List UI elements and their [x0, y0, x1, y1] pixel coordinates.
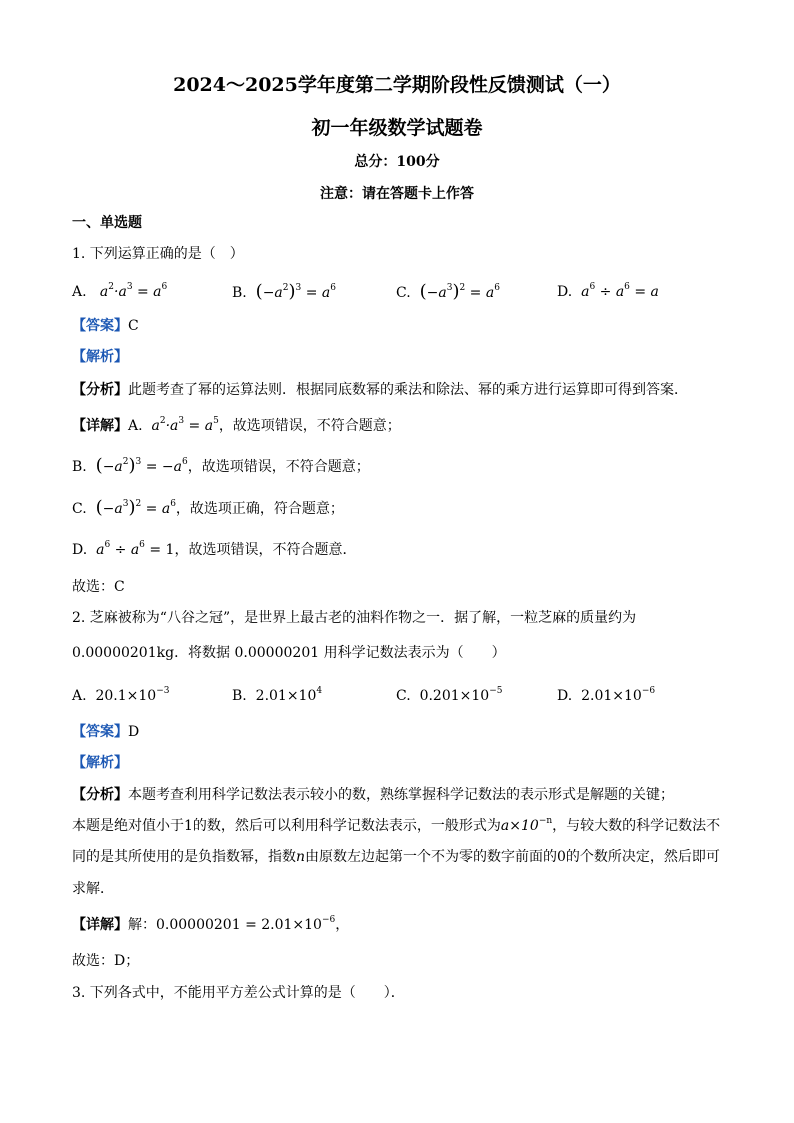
q2-conclusion: 故选：D；	[72, 953, 140, 969]
q2-option-d: D. $2.01\times 10^{-6}$	[557, 686, 656, 704]
q1-option-b: B. $(-a^2)^3 = a^6$	[232, 281, 336, 302]
exam-subtitle: 初一年级数学试题卷	[311, 117, 483, 139]
q1-conclusion: 故选：C	[72, 579, 125, 595]
q2-body-line3: 求解．	[72, 881, 114, 897]
q1-stem: 1. 下列运算正确的是（ ）	[72, 246, 244, 262]
q3-stem: 3. 下列各式中，不能用平方差公式计算的是（ ）．	[72, 985, 405, 1001]
q1-option-d: D. $a^6 \div a^6 = a$	[557, 282, 659, 300]
q1-detail-d: D. $a^6 \div a^6 = 1$，故选项错误，不符合题意．	[72, 540, 357, 558]
q1-option-a: A. $a^2\cdot a^3 = a^6$	[72, 282, 168, 300]
q1-fenxi: 【分析】此题考查了幂的运算法则．根据同底数幂的乘法和除法、幂的乘方进行运算即可得到答案．	[72, 382, 688, 398]
answer-value: D	[128, 724, 140, 740]
q2-analysis-tag: 【解析】	[72, 755, 128, 771]
q2-answer	[72, 722, 139, 742]
section-heading: 一、单选题	[72, 215, 142, 231]
q2-option-b: B. $2.01\times 10^4$	[232, 686, 323, 704]
q1-detail-a: 【详解】A. $a^2\cdot a^3 = a^5$，故选项错误，不符合题意；	[72, 416, 401, 434]
q1-answer	[72, 316, 139, 336]
answer-value: C	[128, 318, 139, 334]
q2-detail: 【详解】解：$0.00000201 = 2.01\times 10^{-6}$，	[72, 915, 350, 933]
q2-fenxi: 【分析】本题考查利用科学记数法表示较小的数，熟练掌握科学记数法的表示形式是解题的关键；	[72, 787, 674, 803]
q2-option-c: C. $0.201\times 10^{-5}$	[396, 686, 503, 704]
answer-tag: 【答案】	[72, 724, 128, 740]
q2-stem-line2: 0.00000201kg．将数据 0.00000201 用科学记数法表示为（ ）	[72, 645, 506, 661]
q1-analysis-tag: 【解析】	[72, 349, 128, 365]
total-score: 总分：100分	[354, 154, 440, 170]
q2-body-line1: 本题是绝对值小于1的数，然后可以利用科学记数法表示，一般形式为$a\times 10^{-n}$，与较大数的科学记数法不	[72, 816, 721, 834]
q2-body-line2: 同的是其所使用的是负指数幂，指数n由原数左边起第一个不为零的数字前面的0的个数所决定，然后即可	[72, 849, 720, 865]
q2-option-a: A. $20.1\times 10^{-3}$	[72, 686, 170, 704]
q1-detail-c: C. $(-a^3)^2 = a^6$，故选项正确，符合题意；	[72, 497, 344, 518]
exam-title: 2024～2025学年度第二学期阶段性反馈测试（一）	[173, 74, 621, 96]
q2-stem-line1: 2. 芝麻被称为“八谷之冠”，是世界上最古老的油料作物之一．据了解，一粒芝麻的质量约为	[72, 610, 637, 626]
answer-tag: 【答案】	[72, 318, 128, 334]
q1-option-c: C. $(-a^3)^2 = a^6$	[396, 281, 500, 302]
q1-detail-b: B. $(-a^2)^3 = -a^6$，故选项错误，不符合题意；	[72, 455, 370, 476]
exam-notice: 注意：请在答题卡上作答	[320, 186, 474, 202]
